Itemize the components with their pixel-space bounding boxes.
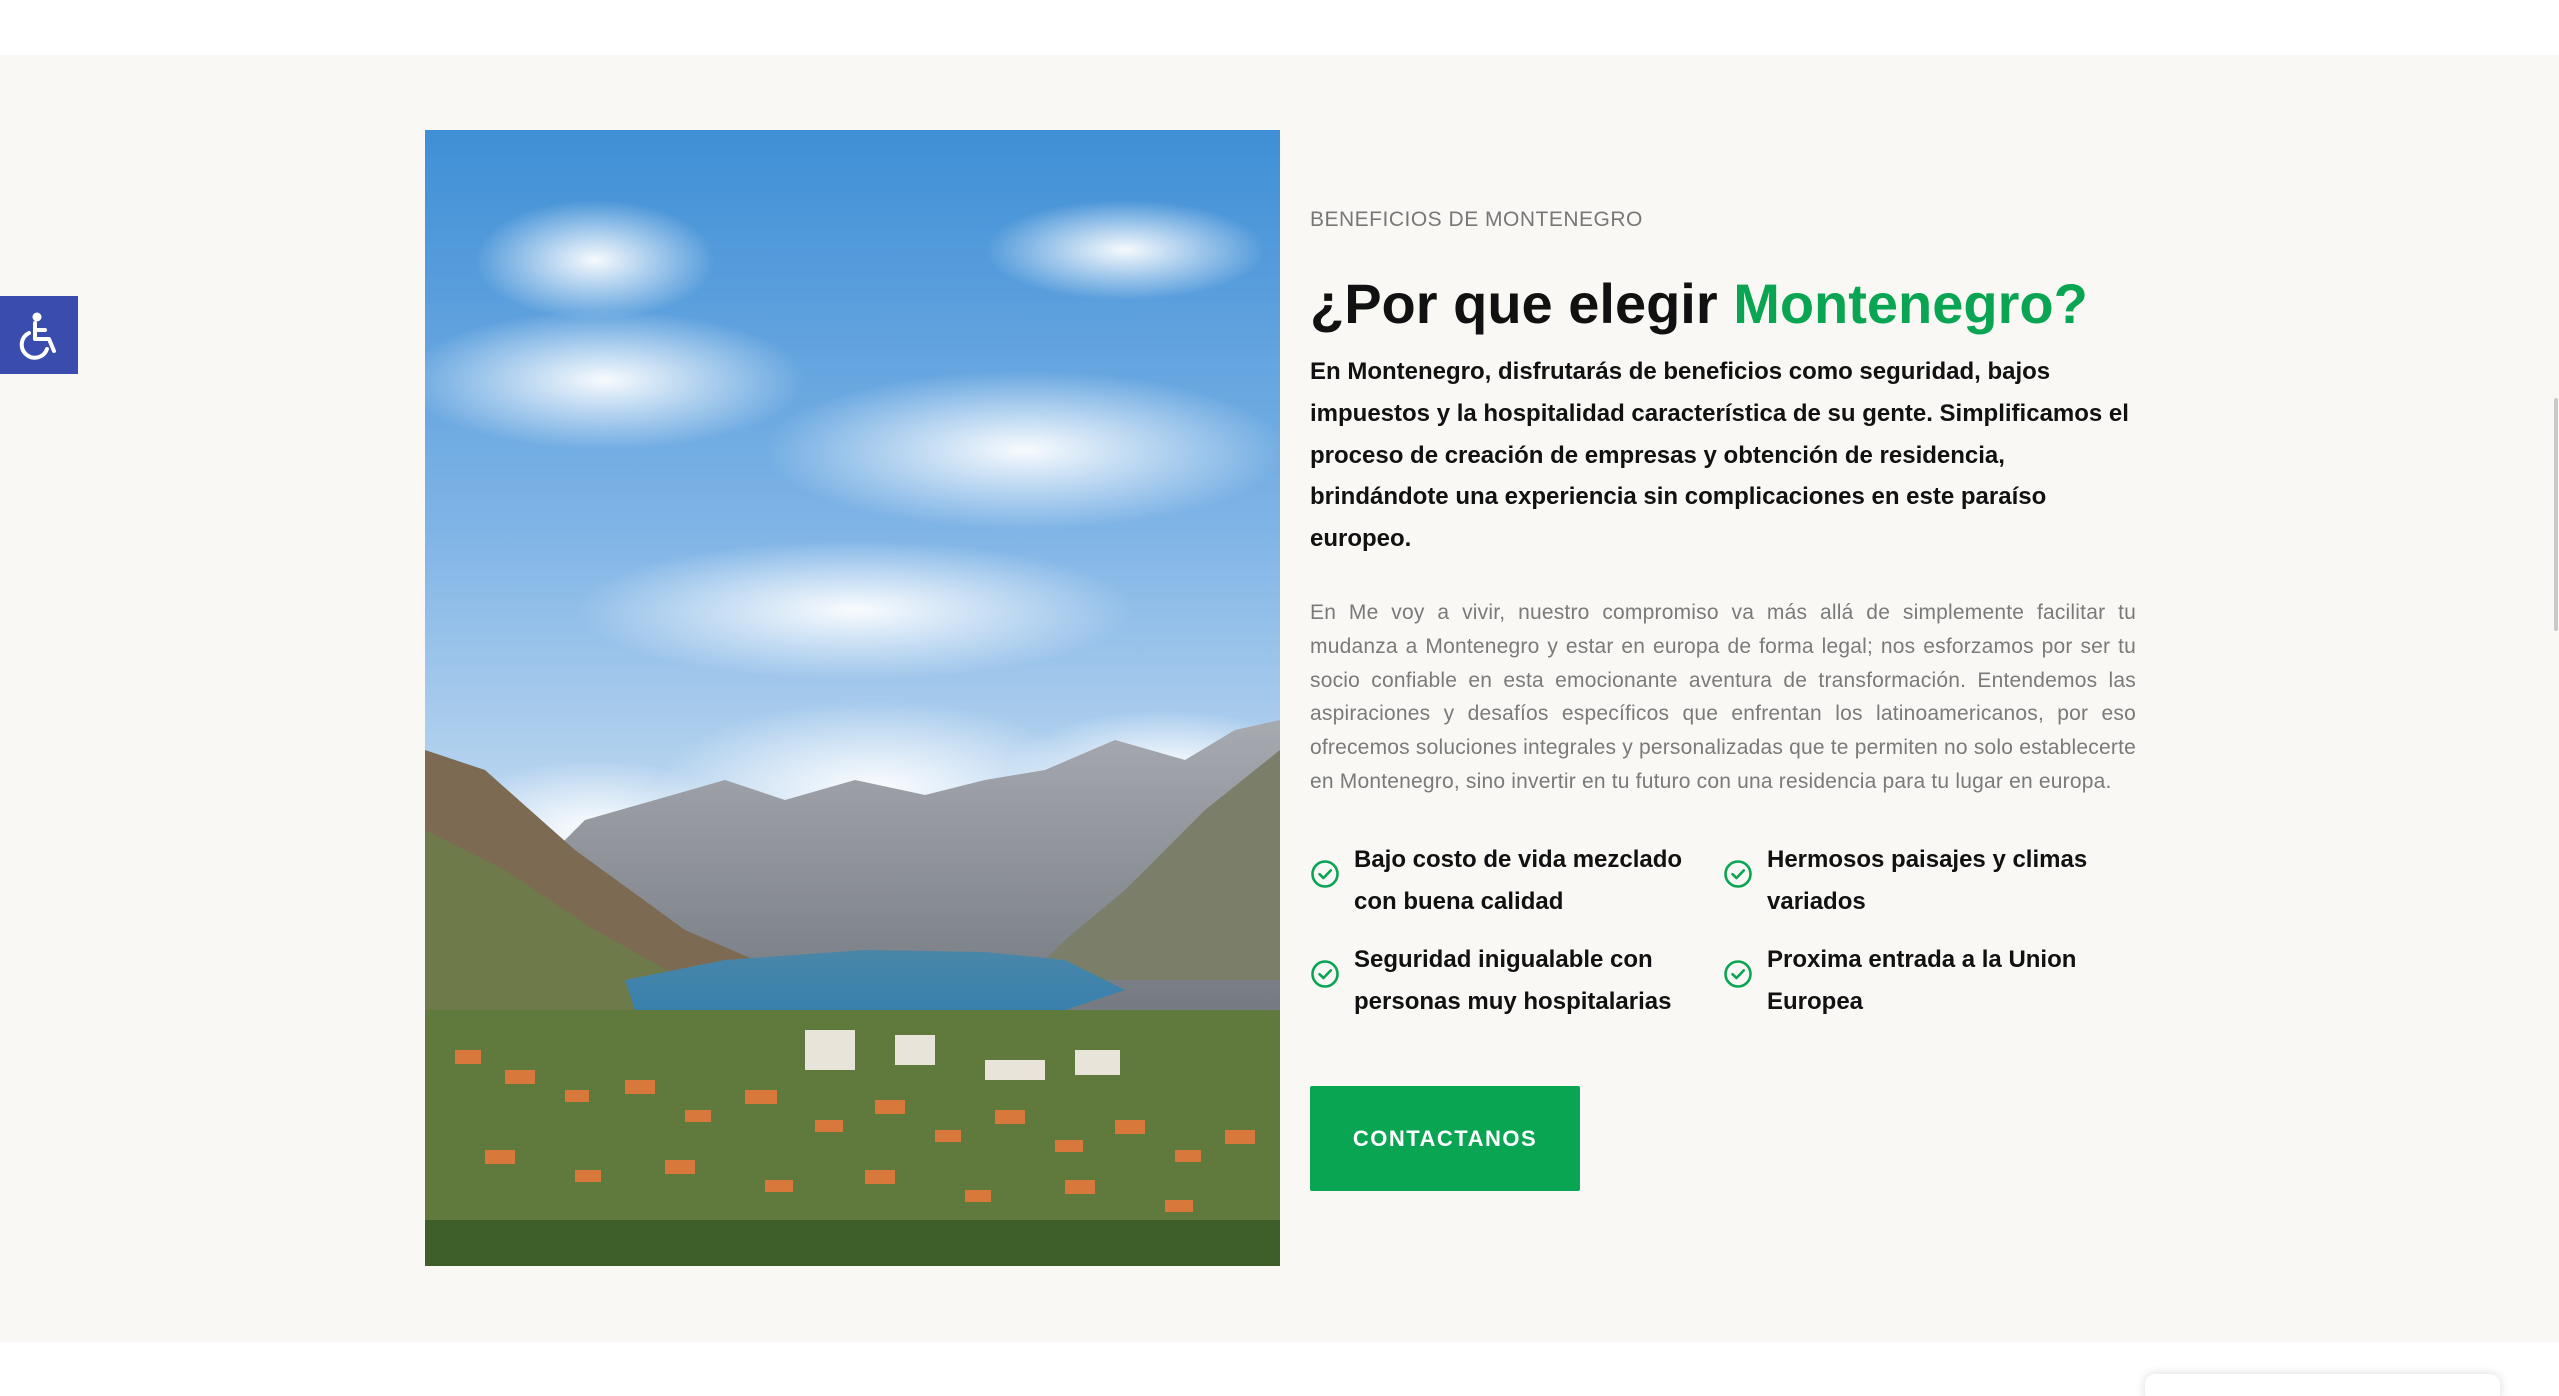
check-circle-icon [1310,859,1340,889]
feature-item [1723,839,2136,923]
check-circle-icon [1723,959,1753,989]
wheelchair-icon [13,309,65,361]
floating-card [2145,1374,2500,1396]
feature-item [1723,939,2136,1023]
contact-button[interactable]: CONTACTANOS [1310,1086,1580,1191]
accessibility-button[interactable] [0,296,78,374]
feature-label: Seguridad inigualable con personas muy hospitalarias [1354,945,1672,1015]
lead-paragraph: En Montenegro, disfrutarás de beneficios como seguridad, bajos impuestos y la hospitalidad característica de su gente. Simplificamos el proceso de creación de empresas y obtención de residencia, brindándote una experiencia sin complicaciones en este paraíso europeo. [1310,358,2129,553]
feature-label: Hermosos paisajes y climas variados [1767,845,2088,915]
montenegro-landscape-image [425,130,1280,1266]
heading-prefix: ¿Por que elegir [1310,272,1734,335]
scrollbar-thumb[interactable] [2554,398,2558,631]
heading-accent: Montenegro? [1733,272,2088,335]
feature-list [1310,839,2136,1023]
check-circle-icon [1723,859,1753,889]
feature-label: Proxima entrada a la Union Europea [1767,945,2077,1015]
section-eyebrow: BENEFICIOS DE MONTENEGRO [1310,208,1643,231]
check-circle-icon [1310,959,1340,989]
feature-label: Bajo costo de vida mezclado con buena calidad [1354,845,1683,915]
feature-item [1310,839,1723,923]
benefits-content [1310,205,2136,1023]
section-heading [1310,271,2136,337]
body-paragraph: En Me voy a vivir, nuestro compromiso va más allá de simplemente facilitar tu mudanza a Montenegro y estar en europa de forma legal; nos esforzamos por ser tu socio confiable en esta emocionante aventura de transformación. Entendemos las aspiraciones y desafíos específicos que enfrentan los latinoamericanos, por eso ofrecemos soluciones integrales y personalizadas que te permiten no solo establecerte en Montenegro, sino invertir en tu futuro con una residencia para tu lugar en europa. [1310,600,2136,793]
feature-item [1310,939,1723,1023]
